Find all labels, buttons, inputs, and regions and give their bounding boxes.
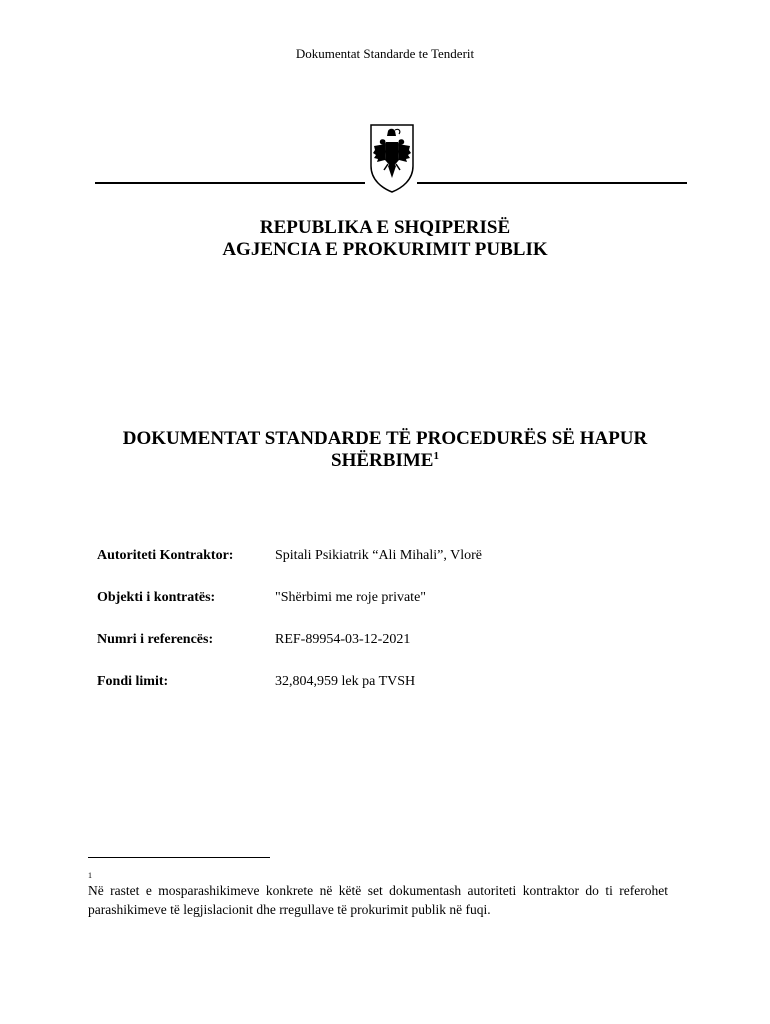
detail-row-reference-number <box>97 632 697 674</box>
detail-row-limit-fund <box>97 674 697 716</box>
document-title <box>0 428 770 472</box>
detail-row-contract-object <box>97 590 697 632</box>
emblem-row <box>95 120 687 195</box>
document-title-line2 <box>0 450 770 472</box>
detail-value: 32,804,959 lek pa TVSH <box>275 674 416 689</box>
footnote-number: 1 <box>88 871 92 880</box>
country-name: REPUBLIKA E SHQIPERISË <box>259 217 511 238</box>
footnote-text: Në rastet e mosparashikimeve konkrete në këtë set dokumentash autoriteti kontraktor do ti referohet parashikimeve të legjislacionit dhe rregullave të prokurimit publik në fuqi. <box>88 883 668 917</box>
detail-label: Objekti i kontratës: <box>97 590 216 605</box>
contract-details <box>97 548 697 716</box>
running-header: Dokumentat Standarde te Tenderit <box>295 46 475 61</box>
footnote-separator <box>88 857 270 858</box>
detail-value: "Shërbimi me roje private" <box>275 590 426 605</box>
detail-label: Autoriteti Kontraktor: <box>97 548 234 563</box>
footnote-reference: 1 <box>433 450 439 462</box>
header-rule-right <box>417 182 687 184</box>
header-rule-left <box>95 182 365 184</box>
detail-value: Spitali Psikiatrik “Ali Mihali”, Vlorë <box>275 548 482 563</box>
detail-label: Fondi limit: <box>97 674 169 689</box>
albanian-eagle-icon <box>368 122 416 194</box>
detail-label: Numri i referencës: <box>97 632 214 647</box>
document-title-services: SHËRBIME <box>331 450 434 471</box>
detail-value: REF-89954-03-12-2021 <box>275 632 411 647</box>
agency-name: AGJENCIA E PROKURIMIT PUBLIK <box>222 239 548 260</box>
organization-heading <box>0 217 770 261</box>
document-title-line1: DOKUMENTAT STANDARDE TË PROCEDURËS SË HAPUR <box>122 428 648 449</box>
detail-row-contracting-authority <box>97 548 697 590</box>
